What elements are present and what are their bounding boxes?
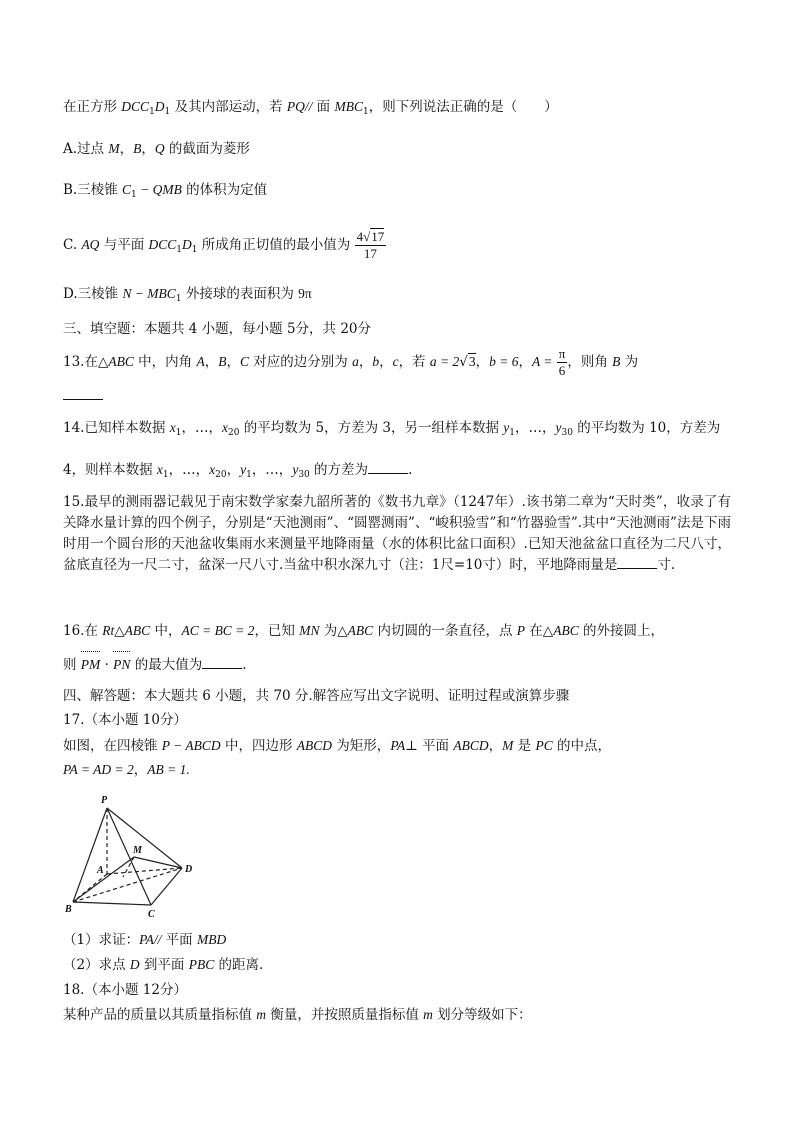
q14-line1: 14.已知样本数据 $x_1$，…，$x_{20}$ 的平均数为 5，方差为 3，另一组样本数据 $y_1$，…，$y_{30}$ 的平均数为 10，方差为 bbox=[63, 420, 721, 438]
label-A: A bbox=[97, 865, 104, 876]
q17-heading: 17.（本小题 10分） bbox=[63, 712, 187, 728]
q17-body-line1: 如图，在四棱锥 P − ABCD 中，四边形 ABCD 为矩形，PA⊥ 平面 ABCD，M 是 PC 的中点， bbox=[63, 738, 612, 754]
q13-answer-blank[interactable] bbox=[63, 386, 103, 406]
edge-M-drop bbox=[123, 857, 134, 877]
option-b: B.三棱锥 $C_1$ − QMB 的体积为定值 bbox=[63, 182, 268, 200]
q15: 15.最早的测雨器记载见于南宋数学家秦九韶所著的《数书九章》（1247年）.该书第二章为“天时类”，收录了有关降水量计算的四个例子，分别是“天池测雨”、“圆罂测雨”、“峻积验雪”和“竹器验雪”.其中“天池测雨”法是下雨时用一个圆台形的天池盆收集雨水来测量平地降雨量（水的体积比盆口面积）.已知天池盆盆口直径为二尺八寸，盆底直径为一尺二寸，盆深一尺八寸.当盆中积水深九寸（注：1尺=10寸）时，平地降雨量是 寸. bbox=[63, 494, 731, 573]
q12-stem: 在正方形 $DCC_1D_1$ 及其内部运动，若 PQ// 面 $MBC_1$，则下列说法正确的是（ ） bbox=[63, 99, 558, 117]
edge-BM bbox=[73, 857, 134, 902]
q17-body-line2: PA = AD = 2，AB = 1. bbox=[63, 762, 190, 778]
q16-answer-blank[interactable] bbox=[202, 656, 242, 669]
option-d: D.三棱锥 $N - MBC_1$ 外接球的表面积为 9π bbox=[63, 286, 312, 304]
section-4-title: 四、解答题：本大题共 6 小题，共 70 分.解答应写出文字说明、证明过程或演算步骤 bbox=[63, 688, 570, 704]
edge-CD bbox=[151, 868, 182, 905]
edge-BD bbox=[73, 868, 182, 902]
q14-line2: 4，则样本数据 $x_1$，…，$x_{20}$，$y_1$，…，$y_{30}$ 的方差为 . bbox=[63, 462, 413, 480]
label-M: M bbox=[133, 845, 142, 856]
edge-BC bbox=[73, 902, 151, 905]
option-c: C. AQ 与平面 $DCC_1D_1$ 所成角正切值的最小值为 $\frac{4√17}{17}$ bbox=[63, 229, 385, 261]
q18-body: 某种产品的质量以其质量指标值 m 衡量，并按照质量指标值 m 划分等级如下： bbox=[63, 1007, 532, 1023]
q17-sub2: （2）求点 D 到平面 PBC 的距离. bbox=[63, 957, 264, 973]
option-a: A.过点 M，B，Q 的截面为菱形 bbox=[63, 141, 250, 157]
section-3-title: 三、填空题：本题共 4 小题，每小题 5分，共 20分 bbox=[63, 321, 372, 337]
q16-line2: 则 PM · PN 的最大值为 . bbox=[63, 657, 247, 673]
label-B: B bbox=[65, 904, 72, 915]
fraction-pi-6: $\frac{\pi}{6}$ bbox=[558, 346, 566, 378]
edge-PC bbox=[107, 808, 151, 905]
q18-heading: 18.（本小题 12分） bbox=[63, 982, 187, 998]
label-C: C bbox=[148, 909, 155, 917]
q16-line1: 16.在 Rt△ABC 中，AC = BC = 2，已知 MN 为△ABC 内切圆的一条直径，点 P 在△ABC 的外接圆上， bbox=[63, 623, 664, 639]
label-P: P bbox=[101, 795, 108, 806]
q17-sub1: （1）求证：PA// 平面 MBD bbox=[63, 932, 227, 948]
fraction-4sqrt17-17: $\frac{4√17}{17}$ bbox=[356, 229, 385, 261]
q13: 13.在△ABC 中，内角 A，B，C 对应的边分别为 a，b，c，若 a = 2√3，b = 6，A = $\frac{\pi}{6}$ ，则角 B 为 bbox=[63, 346, 639, 378]
pyramid-figure bbox=[63, 792, 203, 917]
q14-answer-blank[interactable] bbox=[368, 461, 408, 474]
q15-answer-blank[interactable] bbox=[617, 556, 657, 569]
label-D: D bbox=[185, 864, 193, 875]
